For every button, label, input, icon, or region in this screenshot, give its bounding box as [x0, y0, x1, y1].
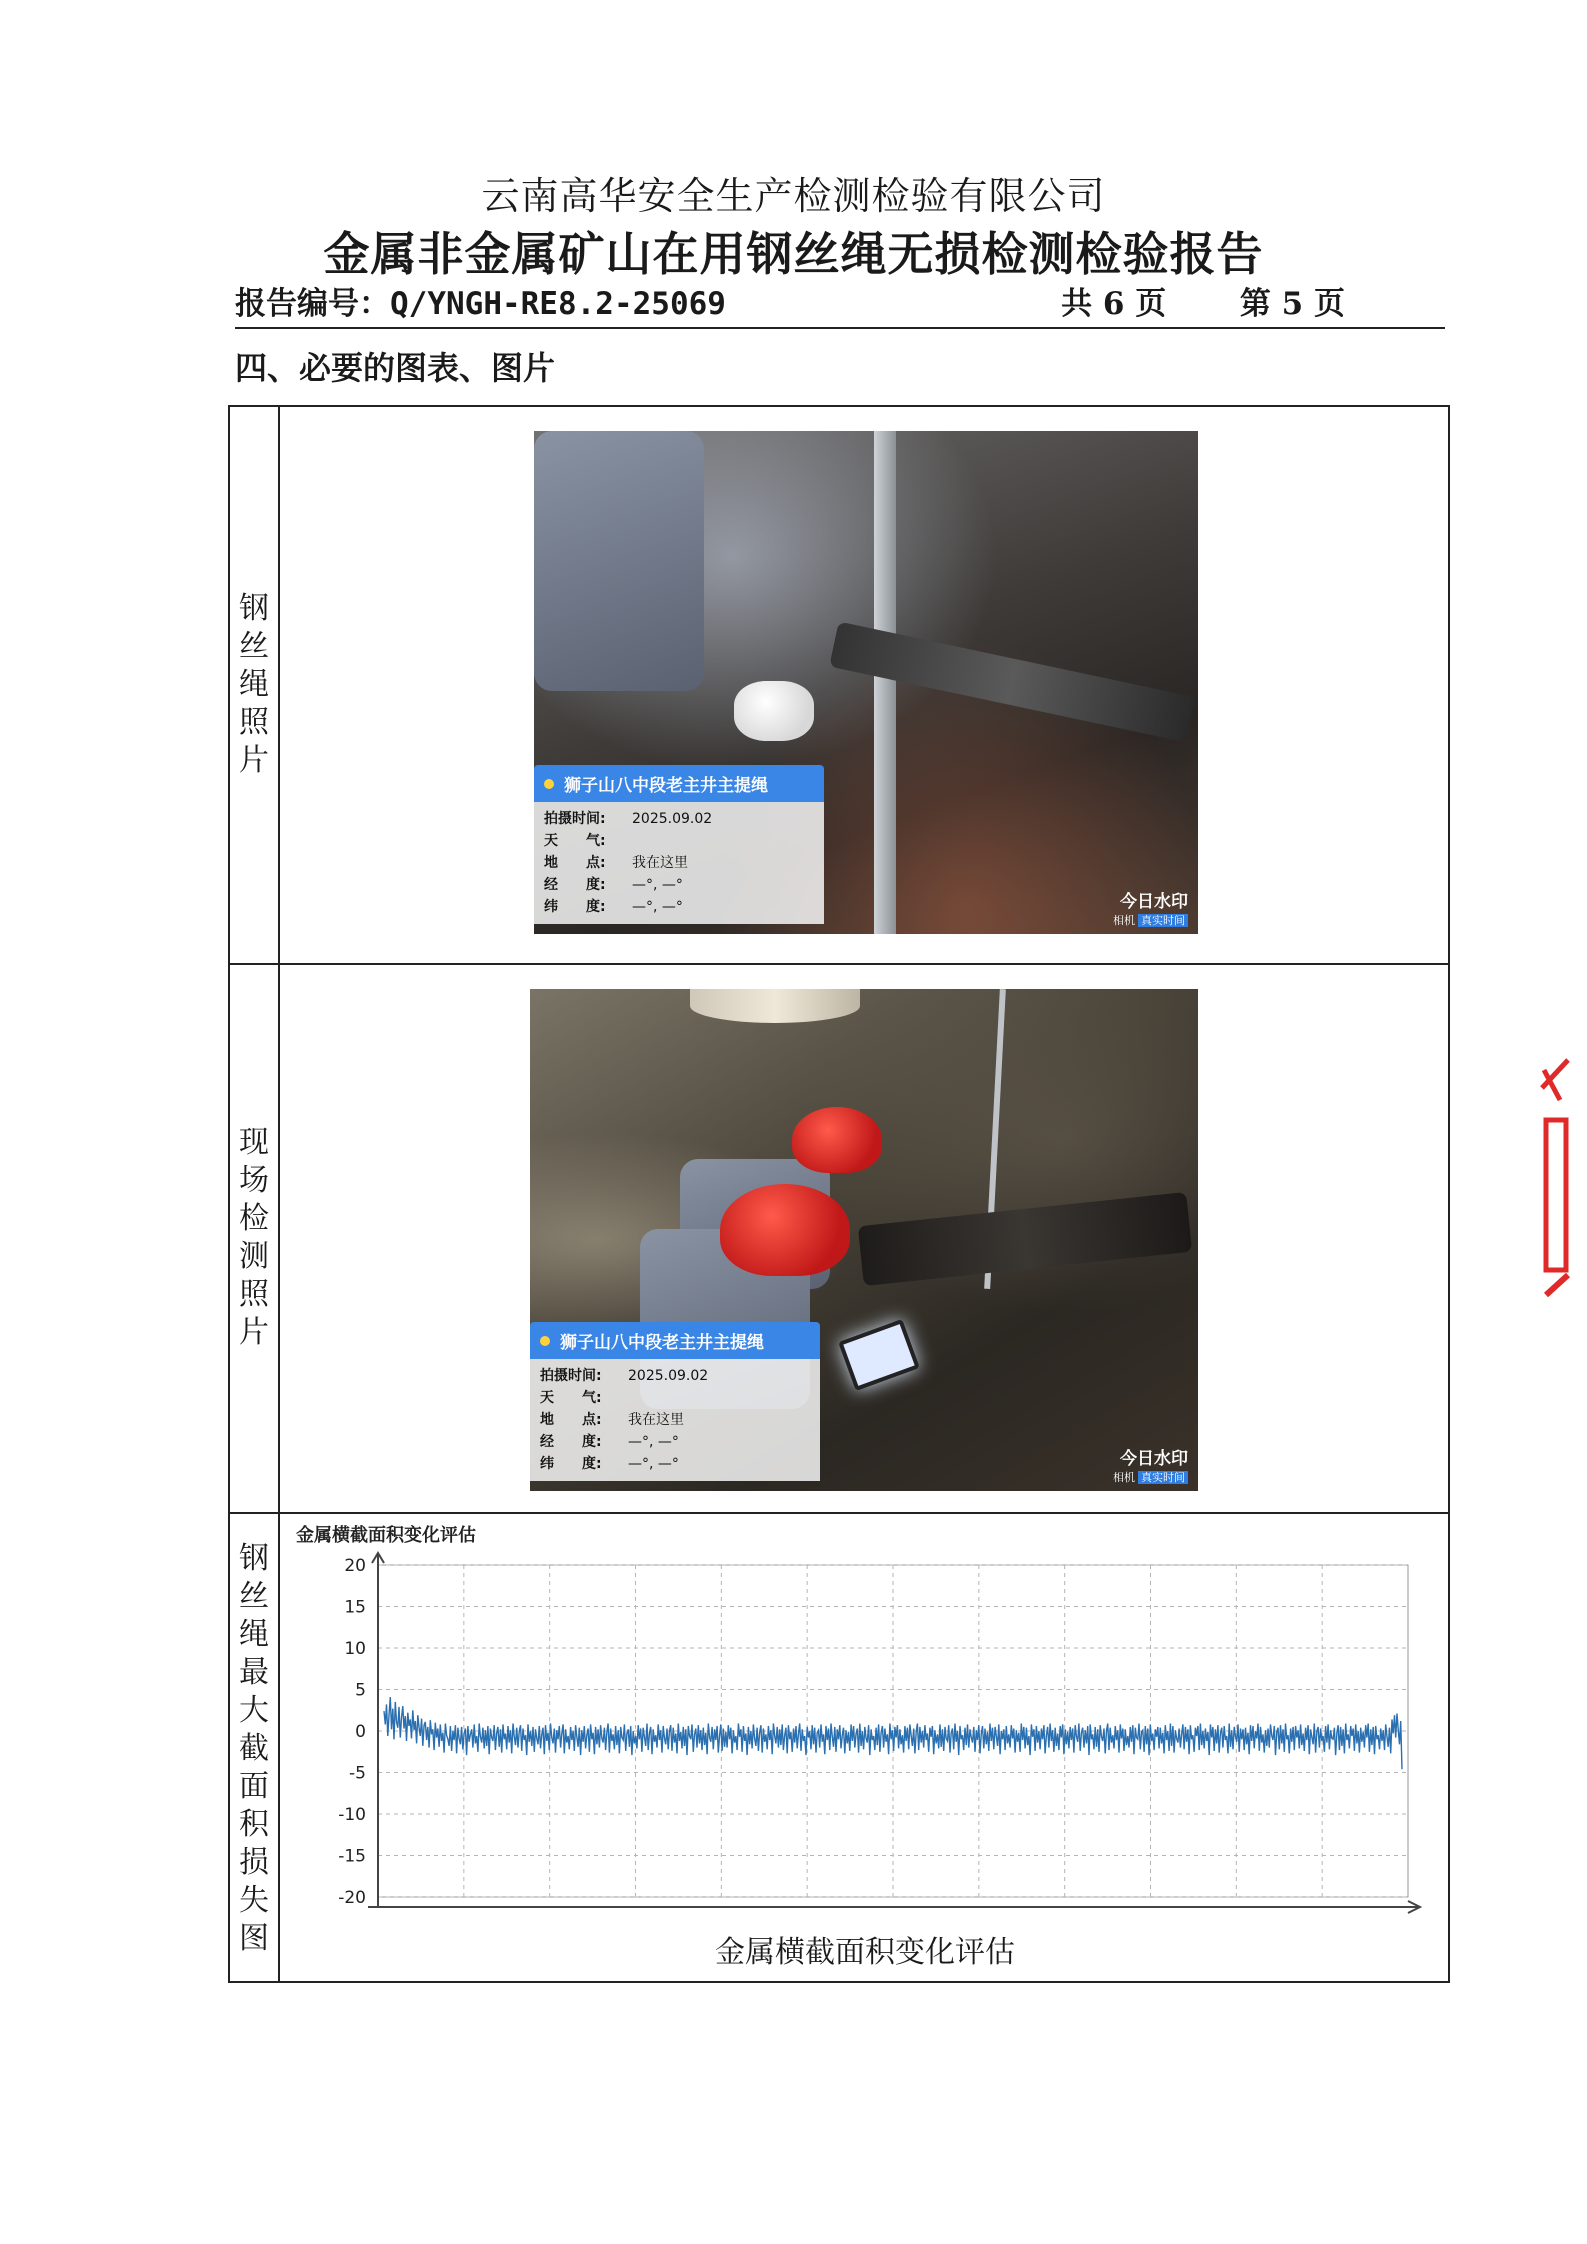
watermark-row	[544, 874, 814, 896]
page-counter	[1061, 278, 1345, 323]
seal-stroke	[1546, 1275, 1568, 1295]
watermark-row	[544, 852, 814, 874]
y-tick-label: -15	[338, 1846, 366, 1867]
cleaning-cloth	[734, 681, 814, 741]
row-label-loss-chart	[230, 1512, 278, 1985]
row-label-char: 测	[239, 1238, 269, 1274]
watermark-row	[544, 830, 814, 852]
total-pages: 共 6 页	[1061, 286, 1167, 322]
report-meta-row	[235, 278, 1445, 324]
location-dot-icon	[540, 1336, 550, 1346]
watermark-key: 经 度:	[540, 1434, 602, 1450]
watermark-value: —°, —°	[632, 877, 683, 893]
row-divider-1	[230, 963, 1448, 965]
y-tick-label: 5	[355, 1680, 366, 1701]
report-number-label: 报告编号：	[235, 286, 390, 322]
watermark-title	[534, 765, 824, 802]
watermark-title	[530, 1322, 820, 1359]
cross-section-chart	[290, 1507, 1440, 1927]
row-label-char: 丝	[239, 1578, 269, 1614]
watermark-value	[628, 1387, 810, 1409]
watermark-row	[540, 1409, 810, 1431]
row-label-char: 大	[239, 1692, 269, 1728]
logo-text: 今日水印	[1120, 892, 1188, 912]
watermark-key: 经 度:	[544, 877, 606, 893]
row-label-char: 绳	[239, 667, 269, 702]
y-tick-label: -10	[338, 1805, 366, 1825]
row-label-char: 检	[239, 1200, 269, 1236]
row-label-char: 截	[239, 1730, 269, 1766]
watermark-value	[632, 830, 814, 852]
logo-sub-text: 相机	[1113, 1471, 1135, 1484]
watermark-key: 天 气:	[540, 1390, 602, 1406]
row-label-char: 片	[239, 743, 269, 778]
location-dot-icon	[544, 779, 554, 789]
report-number-value: Q/YNGH-RE8.2-25069	[390, 286, 726, 322]
red-helmet-1	[792, 1107, 882, 1173]
y-tick-label: 10	[344, 1639, 366, 1659]
watermark-row	[544, 808, 814, 830]
current-page: 第 5 页	[1239, 286, 1345, 322]
watermark-title-text: 狮子山八中段老主井主提绳	[560, 1333, 764, 1353]
worker-figure	[534, 431, 704, 691]
seal-stroke	[1542, 1060, 1568, 1100]
detector-tablet	[838, 1319, 920, 1391]
watermark-row	[544, 896, 814, 918]
watermark-key: 天 气:	[544, 833, 606, 849]
site-inspection-photo	[530, 989, 1198, 1491]
watermark-key: 纬 度:	[544, 899, 606, 915]
watermark-value: 2025.09.02	[632, 811, 713, 827]
row-label-char: 最	[239, 1654, 269, 1690]
logo-text: 今日水印	[1120, 1449, 1188, 1469]
watermark-row	[540, 1453, 810, 1475]
y-tick-label: 15	[344, 1597, 366, 1618]
watermark-value: 我在这里	[632, 855, 688, 871]
chart-title: 金属横截面积变化评估	[296, 1525, 476, 1546]
row-label-char: 钢	[239, 1540, 269, 1576]
row-label-char: 失	[239, 1882, 269, 1918]
guide-rod	[874, 431, 896, 934]
logo-tag: 真实时间	[1138, 914, 1188, 927]
row-label-site-photo	[230, 963, 278, 1512]
report-title: 金属非金属矿山在用钢丝绳无损检测检验报告	[323, 227, 1264, 281]
company-name: 云南高华安全生产检测检验有限公司	[481, 174, 1106, 218]
row-label-char: 照	[239, 1276, 269, 1312]
row-label-char: 现	[239, 1124, 269, 1160]
sheave-wheel	[690, 989, 860, 1023]
header-rule	[235, 327, 1445, 329]
y-tick-label: -20	[338, 1888, 366, 1908]
row-label-rope-photo	[230, 407, 278, 963]
seal-stroke	[1546, 1120, 1566, 1270]
row-label-char: 积	[239, 1806, 269, 1842]
watermark-row	[540, 1365, 810, 1387]
watermark-app-logo	[1113, 1444, 1188, 1485]
row-label-char: 绳	[239, 1616, 269, 1652]
watermark-value: —°, —°	[628, 1434, 679, 1450]
logo-sub	[1113, 912, 1188, 928]
watermark-row	[540, 1431, 810, 1453]
watermark-key: 地 点:	[544, 855, 606, 871]
row-label-char: 图	[239, 1920, 269, 1956]
logo-tag: 真实时间	[1138, 1471, 1188, 1484]
row-label-char: 钢	[239, 591, 269, 626]
row-label-char: 丝	[239, 629, 269, 664]
red-helmet-2	[720, 1184, 850, 1276]
watermark-title-text: 狮子山八中段老主井主提绳	[564, 776, 768, 796]
watermark-app-logo	[1113, 887, 1188, 928]
row-label-char: 损	[239, 1844, 269, 1880]
logo-sub-text: 相机	[1113, 914, 1135, 927]
wire-rope-photo	[534, 431, 1198, 934]
logo-sub	[1113, 1469, 1188, 1485]
row-label-char: 面	[239, 1768, 269, 1804]
watermark-key: 纬 度:	[540, 1456, 602, 1472]
watermark-key: 地 点:	[540, 1412, 602, 1428]
row-label-char: 片	[239, 1314, 269, 1350]
report-number	[235, 278, 726, 323]
figures-panel	[228, 405, 1450, 1983]
watermark-row	[540, 1387, 810, 1409]
y-tick-label: 0	[355, 1722, 366, 1742]
photo-watermark-2	[530, 1322, 820, 1481]
y-tick-label: -5	[349, 1763, 366, 1784]
watermark-value: 2025.09.02	[628, 1368, 709, 1384]
y-tick-label: 20	[344, 1556, 366, 1576]
watermark-value: —°, —°	[632, 899, 683, 915]
row-label-char: 照	[239, 705, 269, 740]
red-seal-stamp	[1538, 1040, 1572, 1300]
watermark-body	[534, 802, 824, 924]
wire-rope	[858, 1192, 1192, 1286]
watermark-body	[530, 1359, 820, 1481]
chart-caption: 金属横截面积变化评估	[715, 1935, 1015, 1970]
watermark-value: 我在这里	[628, 1412, 684, 1428]
row-label-char: 场	[239, 1162, 269, 1198]
photo-watermark-1	[534, 765, 824, 924]
watermark-value: —°, —°	[628, 1456, 679, 1472]
chart-y-ticks	[338, 1556, 366, 1908]
cross-section-chart-area	[290, 1507, 1440, 1977]
watermark-key: 拍摄时间:	[540, 1368, 602, 1384]
section-title: 四、必要的图表、图片	[235, 349, 556, 387]
watermark-key: 拍摄时间:	[544, 811, 606, 827]
